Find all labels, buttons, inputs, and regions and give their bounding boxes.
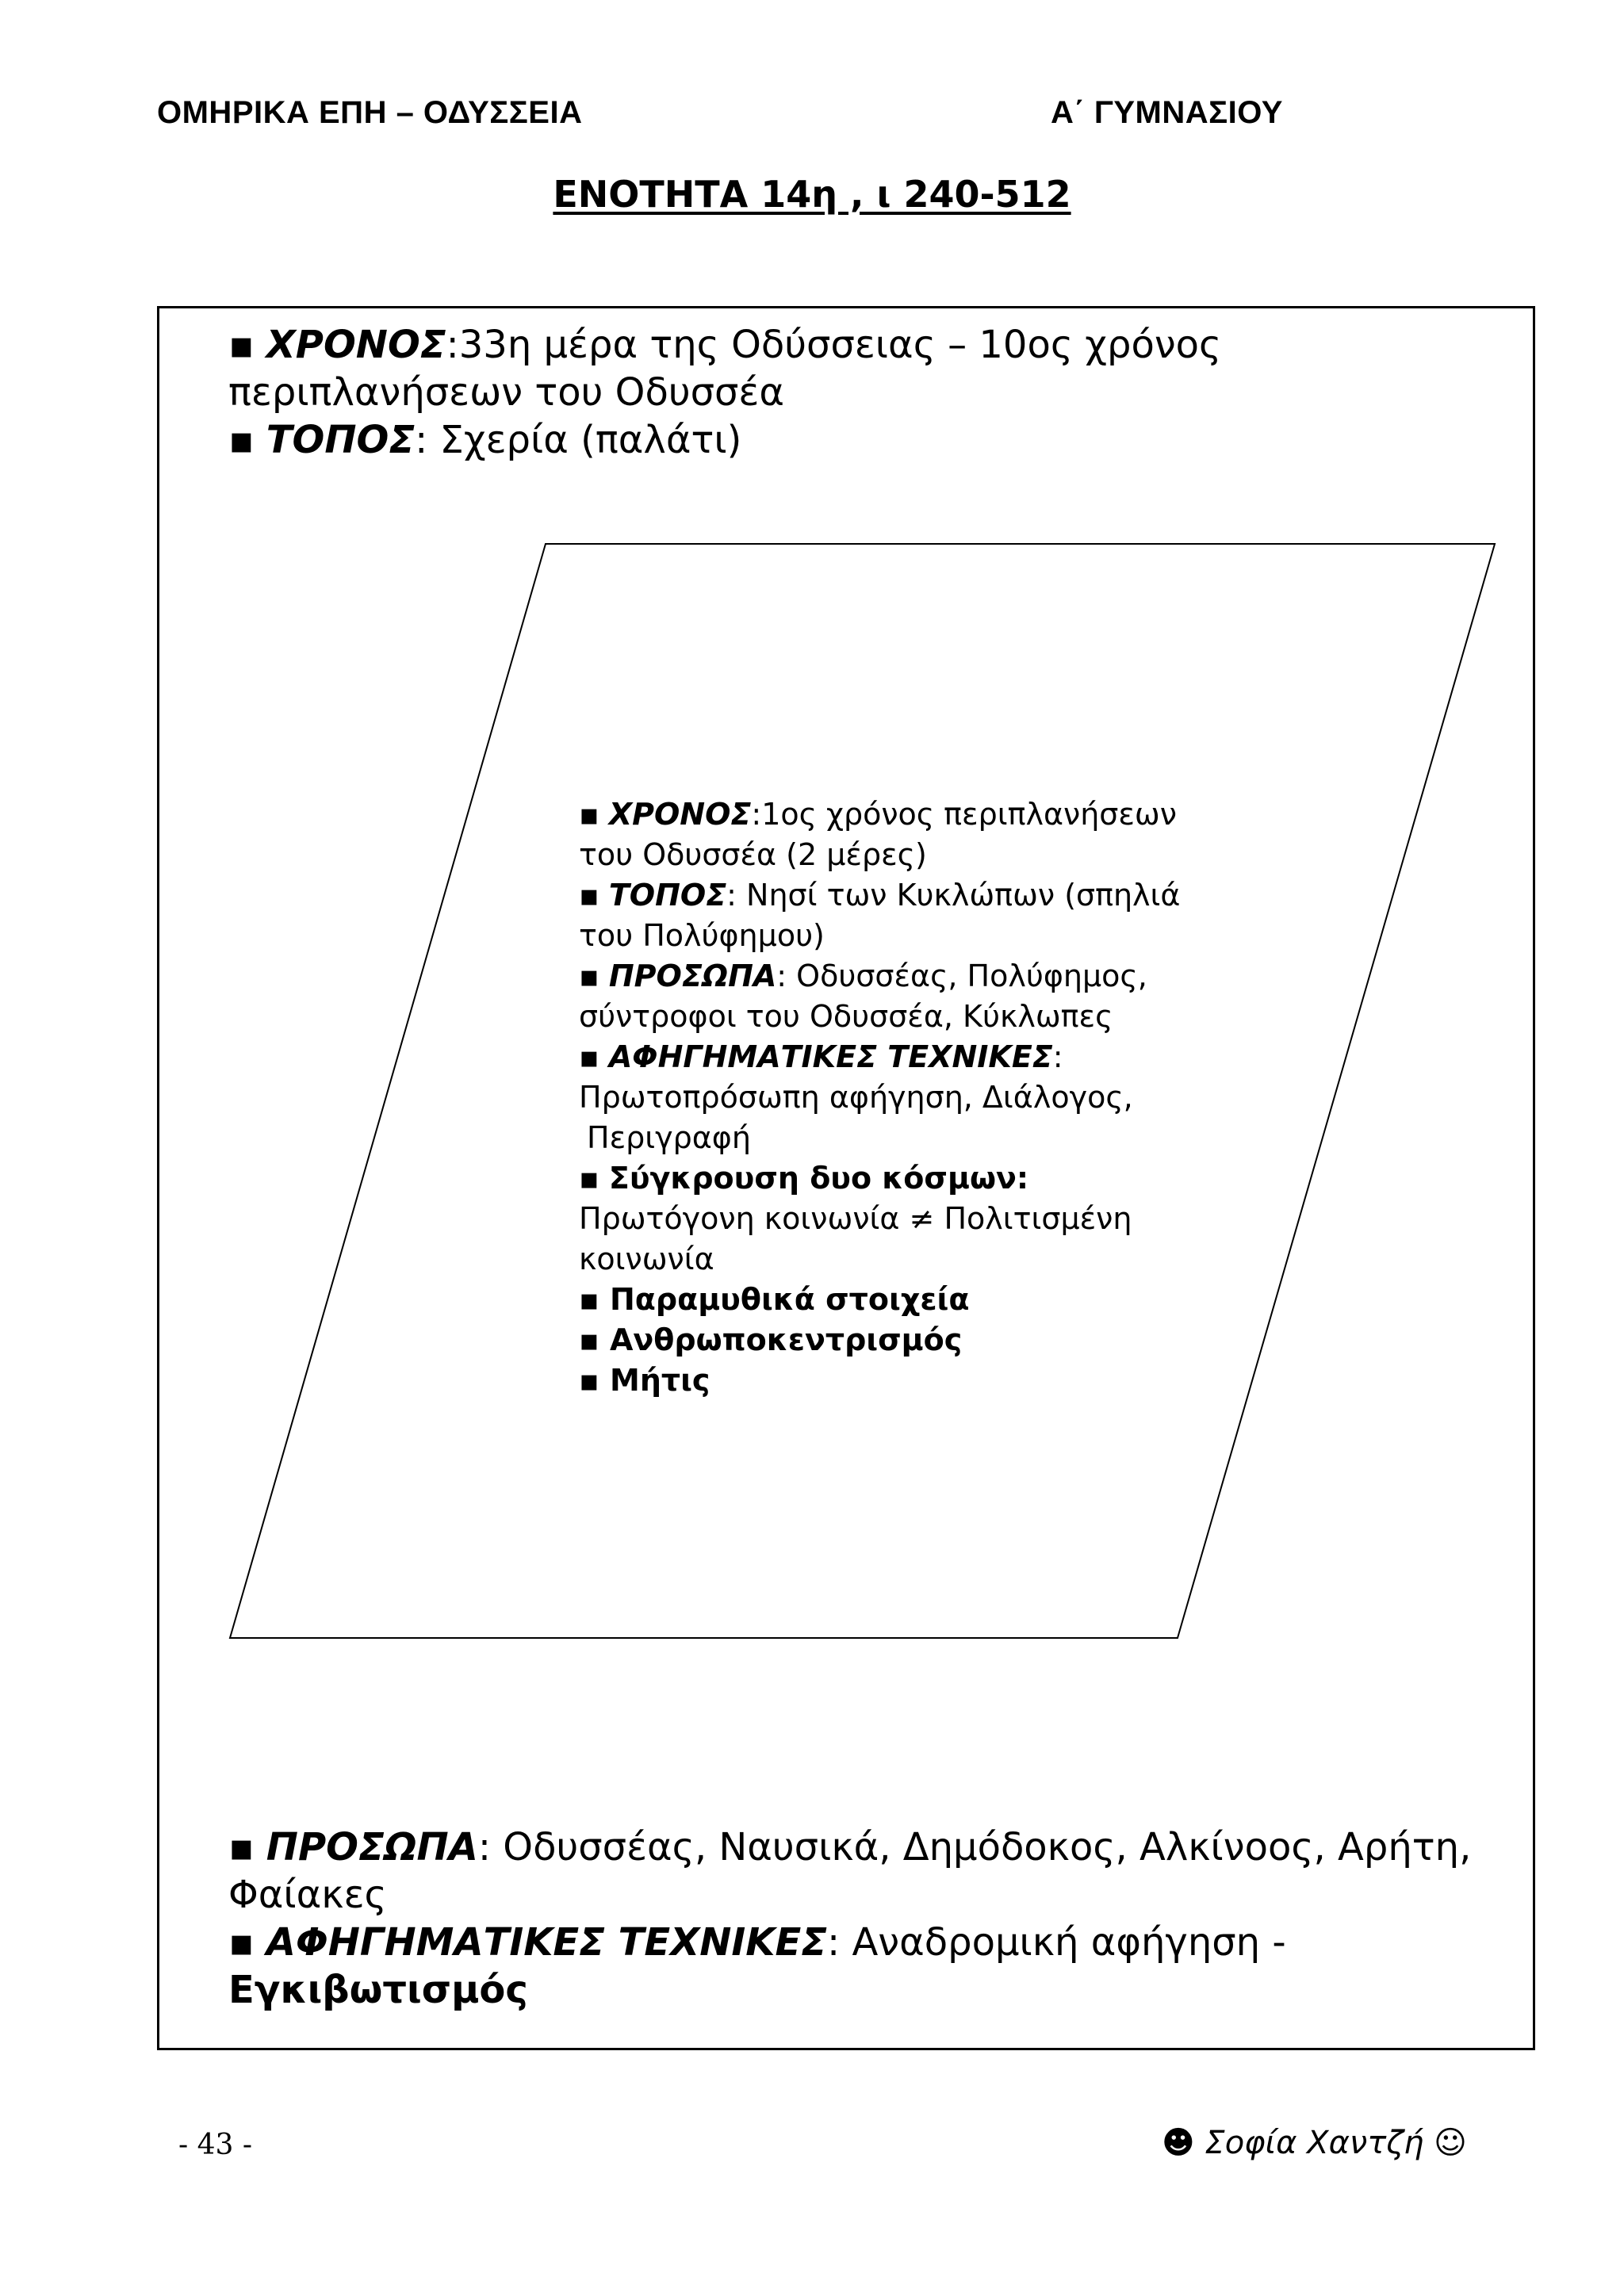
author-signature: ☻ Σοφία Χαντζή ☺ bbox=[1162, 2125, 1467, 2161]
header-subject: ΟΜΗΡΙΚΑ ΕΠΗ – ΟΔΥΣΣΕΙΑ bbox=[157, 95, 583, 130]
inner-conflict-value: Πρωτόγονη κοινωνία ≠ Πολιτισμένη κοινωνία bbox=[579, 1201, 1132, 1276]
inner-techniques-value-2: Περιγραφή bbox=[587, 1120, 751, 1155]
bullet-icon: ▪ bbox=[228, 1825, 255, 1869]
outer-time-value: :33η μέρα της Οδύσσειας – 10ος χρόνος περιπλανήσεων του Οδυσσέα bbox=[228, 323, 1222, 415]
outer-persons-block bbox=[228, 1823, 1576, 2014]
bullet-icon: ▪ bbox=[579, 959, 599, 993]
inner-fairytale-line bbox=[579, 1280, 1213, 1320]
inner-metis-text: Μήτις bbox=[610, 1363, 710, 1398]
inner-time-value: :1ος χρόνος περιπλανήσεων του Οδυσσέα (2 μέρες) bbox=[579, 797, 1177, 872]
outer-techniques-bold: Εγκιβωτισμός bbox=[228, 1968, 528, 2012]
bullet-icon: ▪ bbox=[579, 1039, 599, 1074]
page-number: - 43 - bbox=[178, 2129, 253, 2161]
outer-place-value: : Σχερία (παλάτι) bbox=[415, 418, 742, 462]
bullet-icon: ▪ bbox=[579, 878, 599, 913]
inner-place-label: ΤΟΠΟΣ bbox=[608, 878, 727, 913]
inner-techniques-label: ΑΦΗΓΗΜΑΤΙΚΕΣ ΤΕΧΝΙΚΕΣ bbox=[608, 1039, 1053, 1074]
outer-techniques-line bbox=[228, 1919, 1576, 2014]
inner-conflict-line bbox=[579, 1158, 1213, 1280]
bullet-icon: ▪ bbox=[579, 1363, 599, 1398]
outer-place-label: ΤΟΠΟΣ bbox=[266, 418, 416, 462]
bullet-icon: ▪ bbox=[228, 1920, 255, 1965]
page-title-text: ΕΝΟΤΗΤΑ 14η , ι 240-512 bbox=[553, 173, 1071, 216]
bullet-icon: ▪ bbox=[228, 323, 255, 367]
inner-metis-line bbox=[579, 1360, 1213, 1401]
outer-persons-value: : Οδυσσέας, Ναυσικά, Δημόδοκος, Αλκίνοος, Αρήτη, Φαίακες bbox=[228, 1825, 1472, 1917]
inner-persons-line bbox=[579, 956, 1213, 1037]
inner-time-label: ΧΡΟΝΟΣ bbox=[608, 797, 752, 832]
inner-anthropocentrism-line bbox=[579, 1320, 1213, 1360]
inner-anthropocentrism-text: Ανθρωποκεντρισμός bbox=[610, 1322, 963, 1357]
inner-techniques-colon: : bbox=[1052, 1039, 1063, 1074]
inner-place-value: : Νησί των Κυκλώπων (σπηλιά του Πολύφημου) bbox=[579, 878, 1181, 953]
inner-story-block bbox=[579, 794, 1213, 1401]
inner-place-line bbox=[579, 875, 1213, 956]
inner-fairytale-text: Παραμυθικά στοιχεία bbox=[610, 1282, 970, 1317]
bullet-icon: ▪ bbox=[579, 1322, 599, 1357]
header-grade: Α΄ ΓΥΜΝΑΣΙΟΥ bbox=[1051, 95, 1283, 130]
inner-conflict-label: Σύγκρουση δυο κόσμων: bbox=[608, 1161, 1029, 1196]
inner-persons-label: ΠΡΟΣΩΠΑ bbox=[608, 959, 777, 993]
inner-persons-value: : Οδυσσέας, Πολύφημος, σύντροφοι του Οδυσσέα, Κύκλωπες bbox=[579, 959, 1147, 1034]
outer-time-label: ΧΡΟΝΟΣ bbox=[266, 323, 446, 367]
bullet-icon: ▪ bbox=[579, 797, 599, 832]
outer-techniques-value: : Αναδρομική αφήγηση - bbox=[827, 1920, 1286, 1965]
outer-techniques-label: ΑΦΗΓΗΜΑΤΙΚΕΣ ΤΕΧΝΙΚΕΣ bbox=[266, 1920, 828, 1965]
bullet-icon: ▪ bbox=[228, 418, 255, 462]
inner-techniques-value-1: Πρωτοπρόσωπη αφήγηση, Διάλογος, bbox=[579, 1080, 1133, 1115]
bullet-icon: ▪ bbox=[579, 1282, 599, 1317]
bullet-icon: ▪ bbox=[579, 1161, 599, 1196]
outer-persons-label: ΠΡΟΣΩΠΑ bbox=[266, 1825, 478, 1869]
inner-techniques-line bbox=[579, 1037, 1213, 1077]
outer-persons-line bbox=[228, 1823, 1576, 1919]
inner-time-line bbox=[579, 794, 1213, 875]
